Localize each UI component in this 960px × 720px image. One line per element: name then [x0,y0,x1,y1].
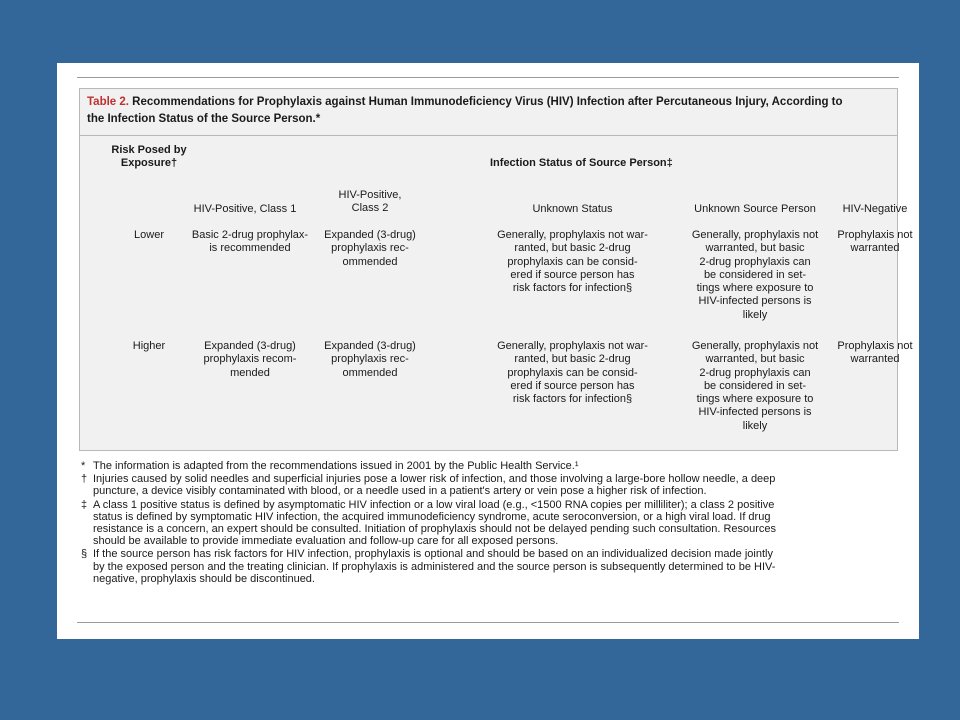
footnote-dagger [81,473,896,497]
cell-line: prophylaxis rec- [331,353,409,366]
infection-status-header: Infection Status of Source Person‡ [490,157,673,169]
cell-line: ommended [342,366,398,379]
table-cell [670,229,840,322]
cell-line: Generally, prophylaxis not war- [497,340,648,352]
table-caption [87,94,892,128]
caption-line-2: the Infection Status of the Source Person.* [87,113,321,125]
cell-line: prophylaxis recom- [203,353,297,366]
cell-line: ranted, but basic 2-drug [514,242,631,255]
column-header-text: Class 2 [351,202,389,214]
cell-line: ranted, but basic 2-drug [514,353,631,366]
column-header-text: Unknown Source Person [694,203,816,215]
cell-line: warranted [850,242,900,255]
footnote-symbol: * [81,460,86,472]
cell-line: 2-drug prophylaxis can [699,366,811,379]
column-header-text: Unknown Status [532,203,613,215]
footnote-line: resistance is a concern, an expert should be consulted. Initiation of prophylaxis should not be delayed pending such consultation. Resources [93,523,777,536]
cell-line: Generally, prophylaxis not [691,229,819,241]
footnote-asterisk [81,460,896,472]
footnote-line: A class 1 positive status is defined by asymptomatic HIV infection or a low viral load (e.g., <1500 RNA copies per milliliter); a class 2 positive [93,498,775,511]
caption-line-1: Recommendations for Prophylaxis against Human Immunodeficiency Virus (HIV) Infection after Percutaneous Injury, According to [132,96,843,108]
table-cell [315,340,425,380]
risk-header-line: Exposure† [120,157,178,169]
cell-line: ommended [342,255,398,268]
footnote-line: should be available to provide immediate evaluation and follow-up care for all exposed persons. [93,535,559,548]
cell-line: Expanded (3-drug) [204,340,296,352]
risk-header-line: Risk Posed by [111,144,187,156]
footnote-line: If the source person has risk factors for HIV infection, prophylaxis is optional and should be based on an individualized decision made jointly [93,548,773,561]
column-header-text: HIV-Positive, Class 1 [193,203,297,215]
cell-line: HIV-infected persons is [698,406,812,419]
table-cell [485,229,660,295]
footnote-symbol: ‡ [81,498,88,511]
cell-line: risk factors for infection§ [512,282,633,295]
column-header-text: HIV-Negative [842,203,908,215]
footnote-line: puncture, a device visibly contaminated with blood, or a needle used in a patient's artery or vein pose a higher risk of infection. [93,485,707,498]
column-header-hiv-positive-class-2 [315,189,425,215]
column-header-text: HIV-Positive, [338,189,402,201]
cell-line: tings where exposure to [696,393,814,406]
cell-line: Generally, prophylaxis not war- [497,229,648,241]
top-rule [77,77,899,78]
footnote-line: negative, prophylaxis should be discontinued. [93,572,315,585]
risk-label-lower: Lower [134,229,164,241]
cell-line: Prophylaxis not [837,229,913,241]
cell-line: warranted, but basic [705,242,805,255]
bottom-rule [77,622,899,623]
table-cell [825,229,925,256]
cell-line: prophylaxis can be consid- [507,255,638,268]
cell-line: prophylaxis rec- [331,242,409,255]
table-number: Table 2. [87,96,129,108]
cell-line: warranted [850,353,900,366]
risk-label-higher: Higher [132,340,166,352]
cell-line: mended [230,366,270,379]
footnote-double-dagger [81,499,896,548]
cell-line: 2-drug prophylaxis can [699,255,811,268]
cell-line: warranted, but basic [705,353,805,366]
slide-panel [57,63,919,639]
cell-line: be considered in set- [703,268,807,281]
table-cell [180,340,320,380]
cell-line: is recommended [209,242,291,255]
risk-header [94,144,204,170]
footnote-line: Injuries caused by solid needles and superficial injuries pose a lower risk of infection, and those involving a large-bore hollow needle, a deep [93,473,776,486]
footnote-line: The information is adapted from the recommendations issued in 2001 by the Public Health Service.¹ [93,460,579,472]
cell-line: tings where exposure to [696,282,814,295]
cell-line: likely [742,308,768,321]
footnotes [81,460,896,586]
cell-line: Generally, prophylaxis not [691,340,819,352]
column-header-hiv-positive-class-1 [170,203,320,216]
cell-line: likely [742,419,768,432]
cell-line: prophylaxis can be consid- [507,366,638,379]
cell-line: ered if source person has [510,379,635,392]
footnote-section [81,548,896,585]
cell-line: Prophylaxis not [837,340,913,352]
table-2 [79,88,913,451]
footnote-line: by the exposed person and the treating clinician. If prophylaxis is administered and the source person is subsequently determined to be HIV- [93,560,776,573]
cell-line: Basic 2-drug prophylax- [191,229,309,241]
cell-line: be considered in set- [703,379,807,392]
cell-line: Expanded (3-drug) [324,229,416,241]
cell-line: HIV-infected persons is [698,295,812,308]
footnote-symbol: § [81,548,88,561]
table-cell [485,340,660,406]
column-header-unknown-status [485,203,660,216]
footnote-line: status is defined by symptomatic HIV infection, the acquired immunodeficiency syndrome, acute seroconversion, or a high viral load. If drug [93,510,771,523]
column-header-hiv-negative [825,203,925,216]
footnote-symbol: † [81,473,88,486]
table-cell [180,229,320,256]
cell-line: risk factors for infection§ [512,393,633,406]
cell-line: Expanded (3-drug) [324,340,416,352]
caption-divider [80,135,897,136]
table-cell [315,229,425,269]
table-cell [825,340,925,367]
table-cell [670,340,840,433]
cell-line: ered if source person has [510,268,635,281]
column-header-unknown-source-person [670,203,840,216]
